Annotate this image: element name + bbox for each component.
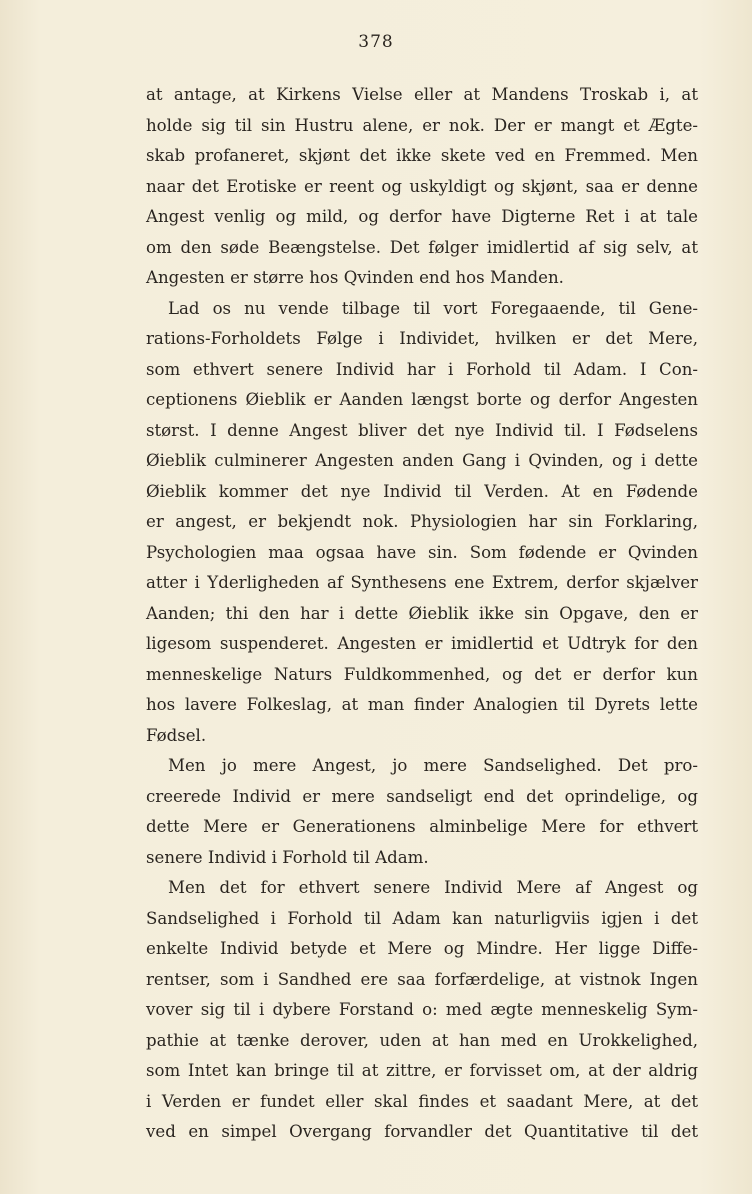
text-line: Lad os nu vende tilbage til vort Foregaaende, til Gene- — [168, 298, 698, 318]
text-line: enkelte Individ betyde et Mere og Mindre. Her ligge Diffe- — [146, 939, 698, 958]
text-line: som ethvert senere Individ har i Forhold til Adam. I Con- — [146, 359, 698, 379]
text-line: menneskelige Naturs Fuldkommenhed, og det er derfor kun — [146, 664, 698, 684]
text-line: Men det for ethvert senere Individ Mere af Angest og — [168, 878, 698, 897]
text-line: Aanden; thi den har i dette Øieblik ikke sin Opgave, den er — [146, 603, 698, 623]
text-line: i Verden er fundet eller skal findes et saadant Mere, at det — [146, 1091, 698, 1111]
text-line: rentser, som i Sandhed ere saa forfærdelige, at vistnok Ingen — [146, 969, 698, 989]
text-line: dette Mere er Generationens alminbelige Mere for ethvert — [146, 817, 698, 836]
text-line: at antage, at Kirkens Vielse eller at Mandens Troskab i, at — [146, 85, 698, 104]
text-line: Men jo mere Angest, jo mere Sandselighed. Det pro- — [168, 756, 698, 775]
text-line: er angest, er bekjendt nok. Physiologien har sin Forklaring, — [146, 512, 698, 531]
text-line: Øieblik kommer det nye Individ til Verden. At en Fødende — [146, 481, 698, 501]
body-text — [146, 80, 698, 1148]
text-line: Psychologien maa ogsaa have sin. Som fødende er Qvinden — [146, 542, 698, 562]
text-line: som Intet kan bringe til at zittre, er forvisset om, at der aldrig — [146, 1061, 698, 1080]
text-line: om den søde Beængstelse. Det følger imidlertid af sig selv, at — [146, 237, 698, 257]
text-line: pathie at tænke derover, uden at han med en Urokkelighed, — [146, 1030, 698, 1050]
text-line: creerede Individ er mere sandseligt end det oprindelige, og — [146, 786, 698, 806]
text-line: ceptionens Øieblik er Aanden længst borte og derfor Angesten — [146, 390, 698, 409]
text-line: vover sig til i dybere Forstand o: med ægte menneskelig Sym- — [146, 1000, 698, 1019]
text-line: atter i Yderligheden af Synthesens ene Extrem, derfor skjælver — [146, 573, 698, 592]
text-line: Øieblik culminerer Angesten anden Gang i Qvinden, og i dette — [146, 451, 698, 470]
text-line: Angesten er større hos Qvinden end hos Manden. — [146, 268, 564, 287]
text-line: senere Individ i Forhold til Adam. — [146, 847, 429, 867]
page-number: 378 — [358, 32, 394, 52]
text-line: Fødsel. — [146, 725, 207, 745]
text-line: rations-Forholdets Følge i Individet, hvilken er det Mere, — [146, 329, 698, 348]
text-line: størst. I denne Angest bliver det nye Individ til. I Fødselens — [146, 420, 698, 440]
text-line: Sandselighed i Forhold til Adam kan naturligviis igjen i det — [146, 908, 698, 928]
text-line: hos lavere Folkeslag, at man finder Analogien til Dyrets lette — [146, 695, 698, 714]
text-line: holde sig til sin Hustru alene, er nok. Der er mangt et Ægte- — [146, 115, 698, 135]
text-line: ved en simpel Overgang forvandler det Quantitative til det — [146, 1122, 698, 1141]
text-line: ligesom suspenderet. Angesten er imidlertid et Udtryk for den — [146, 634, 698, 653]
text-line: naar det Erotiske er reent og uskyldigt og skjønt, saa er denne — [146, 176, 698, 196]
text-line: skab profaneret, skjønt det ikke skete ved en Fremmed. Men — [146, 146, 698, 165]
text-line: Angest venlig og mild, og derfor have Digterne Ret i at tale — [146, 207, 698, 226]
